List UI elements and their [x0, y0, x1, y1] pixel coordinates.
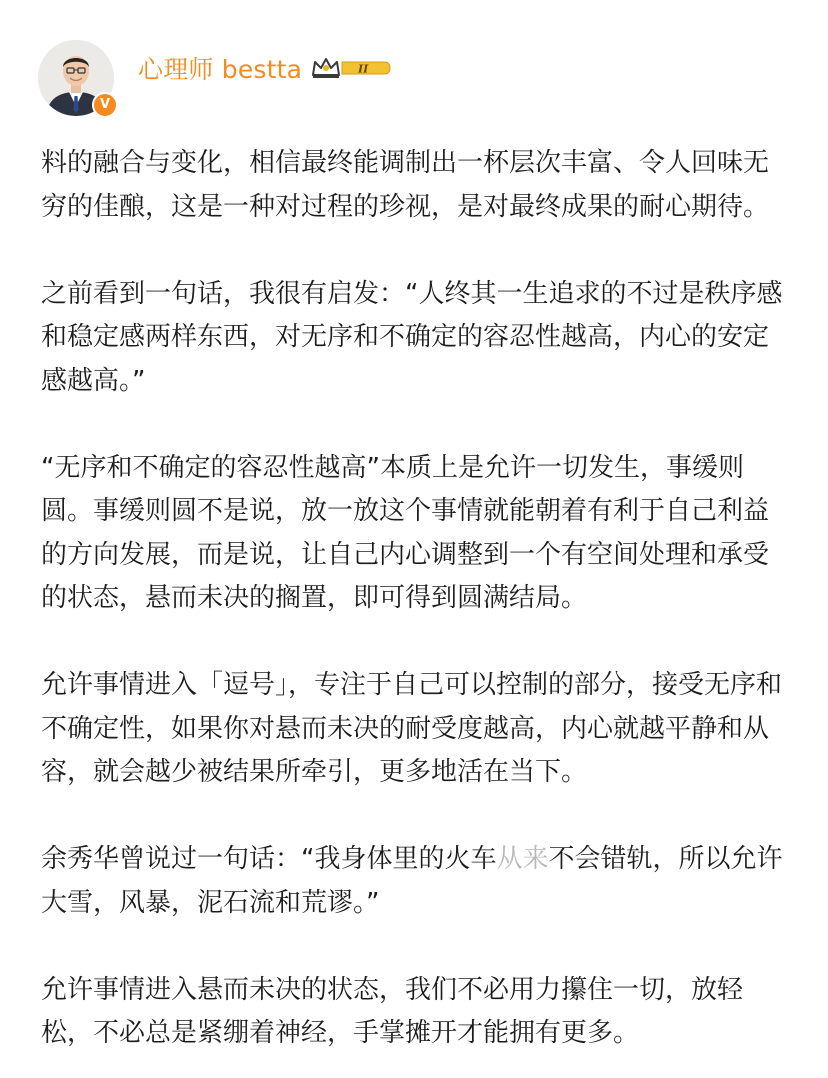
quote-text-after: 不会错轨，所以允许大雪，风暴，泥石流和荒谬。”	[41, 844, 783, 918]
author-avatar[interactable]	[38, 40, 114, 116]
author-name[interactable]: 心理师 bestta	[138, 55, 303, 84]
post-paragraph: “无序和不确定的容忍性越高”本质上是允许一切发生，事缓则圆。事缓则圆不是说，放一放这个事情就能朝着有利于自己利益的方向发展，而是说，让自己内心调整到一个有空间处理和承受的状态，悬而未决的搁置，即可得到圆满结局。	[41, 452, 770, 613]
rank-label: II	[358, 62, 369, 76]
post-body	[41, 142, 791, 1056]
post-paragraph: 允许事情进入「逗号」，专注于自己可以控制的部分，接受无序和不确定性，如果你对悬而未决的耐受度越高，内心就越平静和从容，就会越少被结果所牵引，更多地活在当下。	[41, 670, 783, 787]
author-info	[138, 52, 394, 84]
post-paragraph: 料的融合与变化，相信最终能调制出一杯层次丰富、令人回味无穷的佳酿，这是一种对过程的珍视，是对最终成果的耐心期待。	[41, 148, 770, 222]
verified-badge-icon: V	[92, 92, 118, 118]
post-header	[38, 40, 394, 124]
quote-paragraph	[41, 838, 791, 925]
post-paragraph: 允许事情进入悬而未决的状态，我们不必用力攥住一切，放轻松，不必总是紧绷着神经，手掌摊开才能拥有更多。	[41, 974, 744, 1048]
rank-badge	[310, 55, 394, 81]
crown-icon	[310, 55, 394, 81]
faded-text: 从来	[496, 844, 549, 874]
post-paragraph: 之前看到一句话，我很有启发：“人终其一生追求的不过是秩序感和稳定感两样东西，对无序和不确定的容忍性越高，内心的安定感越高。”	[41, 278, 783, 396]
quote-text-before: 余秀华曾说过一句话：“我身体里的火车	[41, 844, 497, 874]
